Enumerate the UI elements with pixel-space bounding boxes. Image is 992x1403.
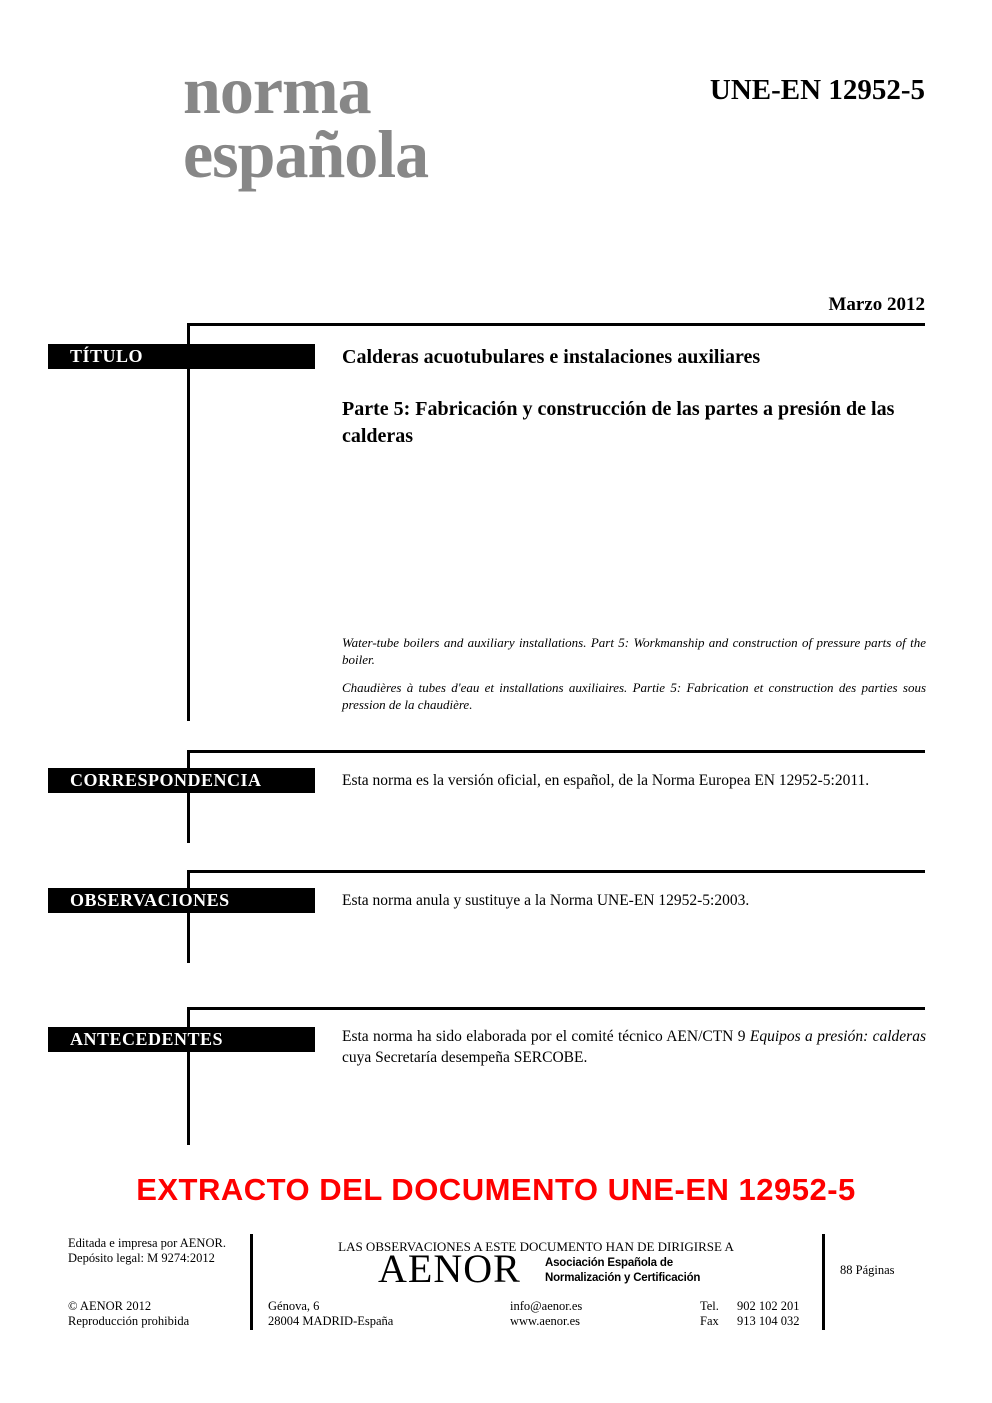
antecedentes-text-prefix: Esta norma ha sido elaborada por el comité técnico AEN/CTN 9 — [342, 1028, 750, 1045]
footer-address-line2: 28004 MADRID-España — [268, 1314, 394, 1328]
observaciones-text: Esta norma anula y sustituye a la Norma UNE-EN 12952-5:2003. — [342, 892, 750, 909]
correspondencia-text: Esta norma es la versión oficial, en español, de la Norma Europea EN 12952-5:2011. — [342, 772, 870, 789]
logo-line-1: norma — [183, 52, 371, 128]
aenor-subtitle-line2: Normalización y Certificación — [545, 1272, 701, 1284]
aenor-subtitle — [545, 1256, 700, 1286]
footer-address-line1: Génova, 6 — [268, 1299, 320, 1313]
footer-fax-label: Fax — [700, 1314, 719, 1328]
antecedentes-label-bar — [48, 1027, 315, 1052]
footer-observations-note: LAS OBSERVACIONES A ESTE DOCUMENTO HAN DE DIRIGIRSE A — [338, 1239, 734, 1254]
title-part: Parte 5: Fabricación y construcción de las partes a presión de las calderas — [342, 398, 895, 447]
antecedentes-text — [342, 1026, 926, 1068]
observaciones-label: OBSERVACIONES — [70, 890, 230, 910]
footer-divider-right — [822, 1234, 825, 1330]
antecedentes-label: ANTECEDENTES — [70, 1029, 224, 1049]
title-english: Water-tube boilers and auxiliary installations. Part 5: Workmanship and construction of pressure parts of the boiler. — [342, 635, 926, 667]
aenor-logo: AENOR — [378, 1246, 521, 1291]
norma-espanola-logo — [183, 52, 429, 192]
footer-contact-block — [510, 1299, 582, 1329]
footer-website: www.aenor.es — [510, 1314, 581, 1328]
title-french: Chaudières à tubes d'eau et installations auxiliaires. Partie 5: Fabrication et construction des parties sous pression de la chaudière. — [342, 680, 926, 712]
document-code: UNE-EN 12952-5 — [709, 74, 925, 106]
footer-tel-label: Tel. — [700, 1299, 719, 1313]
footer-edited-block — [68, 1236, 226, 1266]
footer-phone-block — [700, 1299, 800, 1329]
correspondencia-label: CORRESPONDENCIA — [70, 770, 262, 790]
footer-address-block — [268, 1299, 393, 1329]
antecedentes-text-suffix: cuya Secretaría desempeña SERCOBE. — [342, 1049, 588, 1066]
correspondencia-label-bar — [48, 768, 315, 793]
footer-edited-line1: Editada e impresa por AENOR. — [68, 1236, 226, 1250]
titulo-label: TÍTULO — [70, 346, 144, 366]
observaciones-vertical-rule — [187, 870, 190, 963]
footer-deposito-legal: Depósito legal: M 9274:2012 — [68, 1251, 215, 1265]
footer-reproduction-notice: Reproducción prohibida — [68, 1314, 190, 1328]
title-main: Calderas acuotubulares e instalaciones auxiliares — [342, 346, 761, 368]
correspondencia-top-rule — [187, 750, 925, 753]
page-count: 88 Páginas — [840, 1263, 895, 1277]
antecedentes-top-rule — [187, 1007, 925, 1010]
logo-line-2: española — [183, 116, 429, 192]
extracto-banner: EXTRACTO DEL DOCUMENTO UNE-EN 12952-5 — [136, 1172, 856, 1207]
correspondencia-vertical-rule — [187, 750, 190, 843]
observaciones-label-bar — [48, 888, 315, 913]
footer-email: info@aenor.es — [510, 1299, 583, 1313]
observaciones-top-rule — [187, 870, 925, 873]
titulo-vertical-rule — [187, 323, 190, 721]
footer-fax-value: 913 104 032 — [737, 1314, 800, 1328]
titulo-top-rule — [187, 323, 925, 326]
footer-copyright-block — [68, 1299, 189, 1329]
issue-date: Marzo 2012 — [828, 294, 925, 315]
antecedentes-text-italic: Equipos a presión: calderas — [749, 1028, 926, 1045]
titulo-label-bar — [48, 344, 315, 369]
aenor-subtitle-line1: Asociación Española de — [545, 1257, 673, 1269]
footer-copyright: © AENOR 2012 — [68, 1299, 152, 1313]
footer-tel-value: 902 102 201 — [737, 1299, 800, 1313]
